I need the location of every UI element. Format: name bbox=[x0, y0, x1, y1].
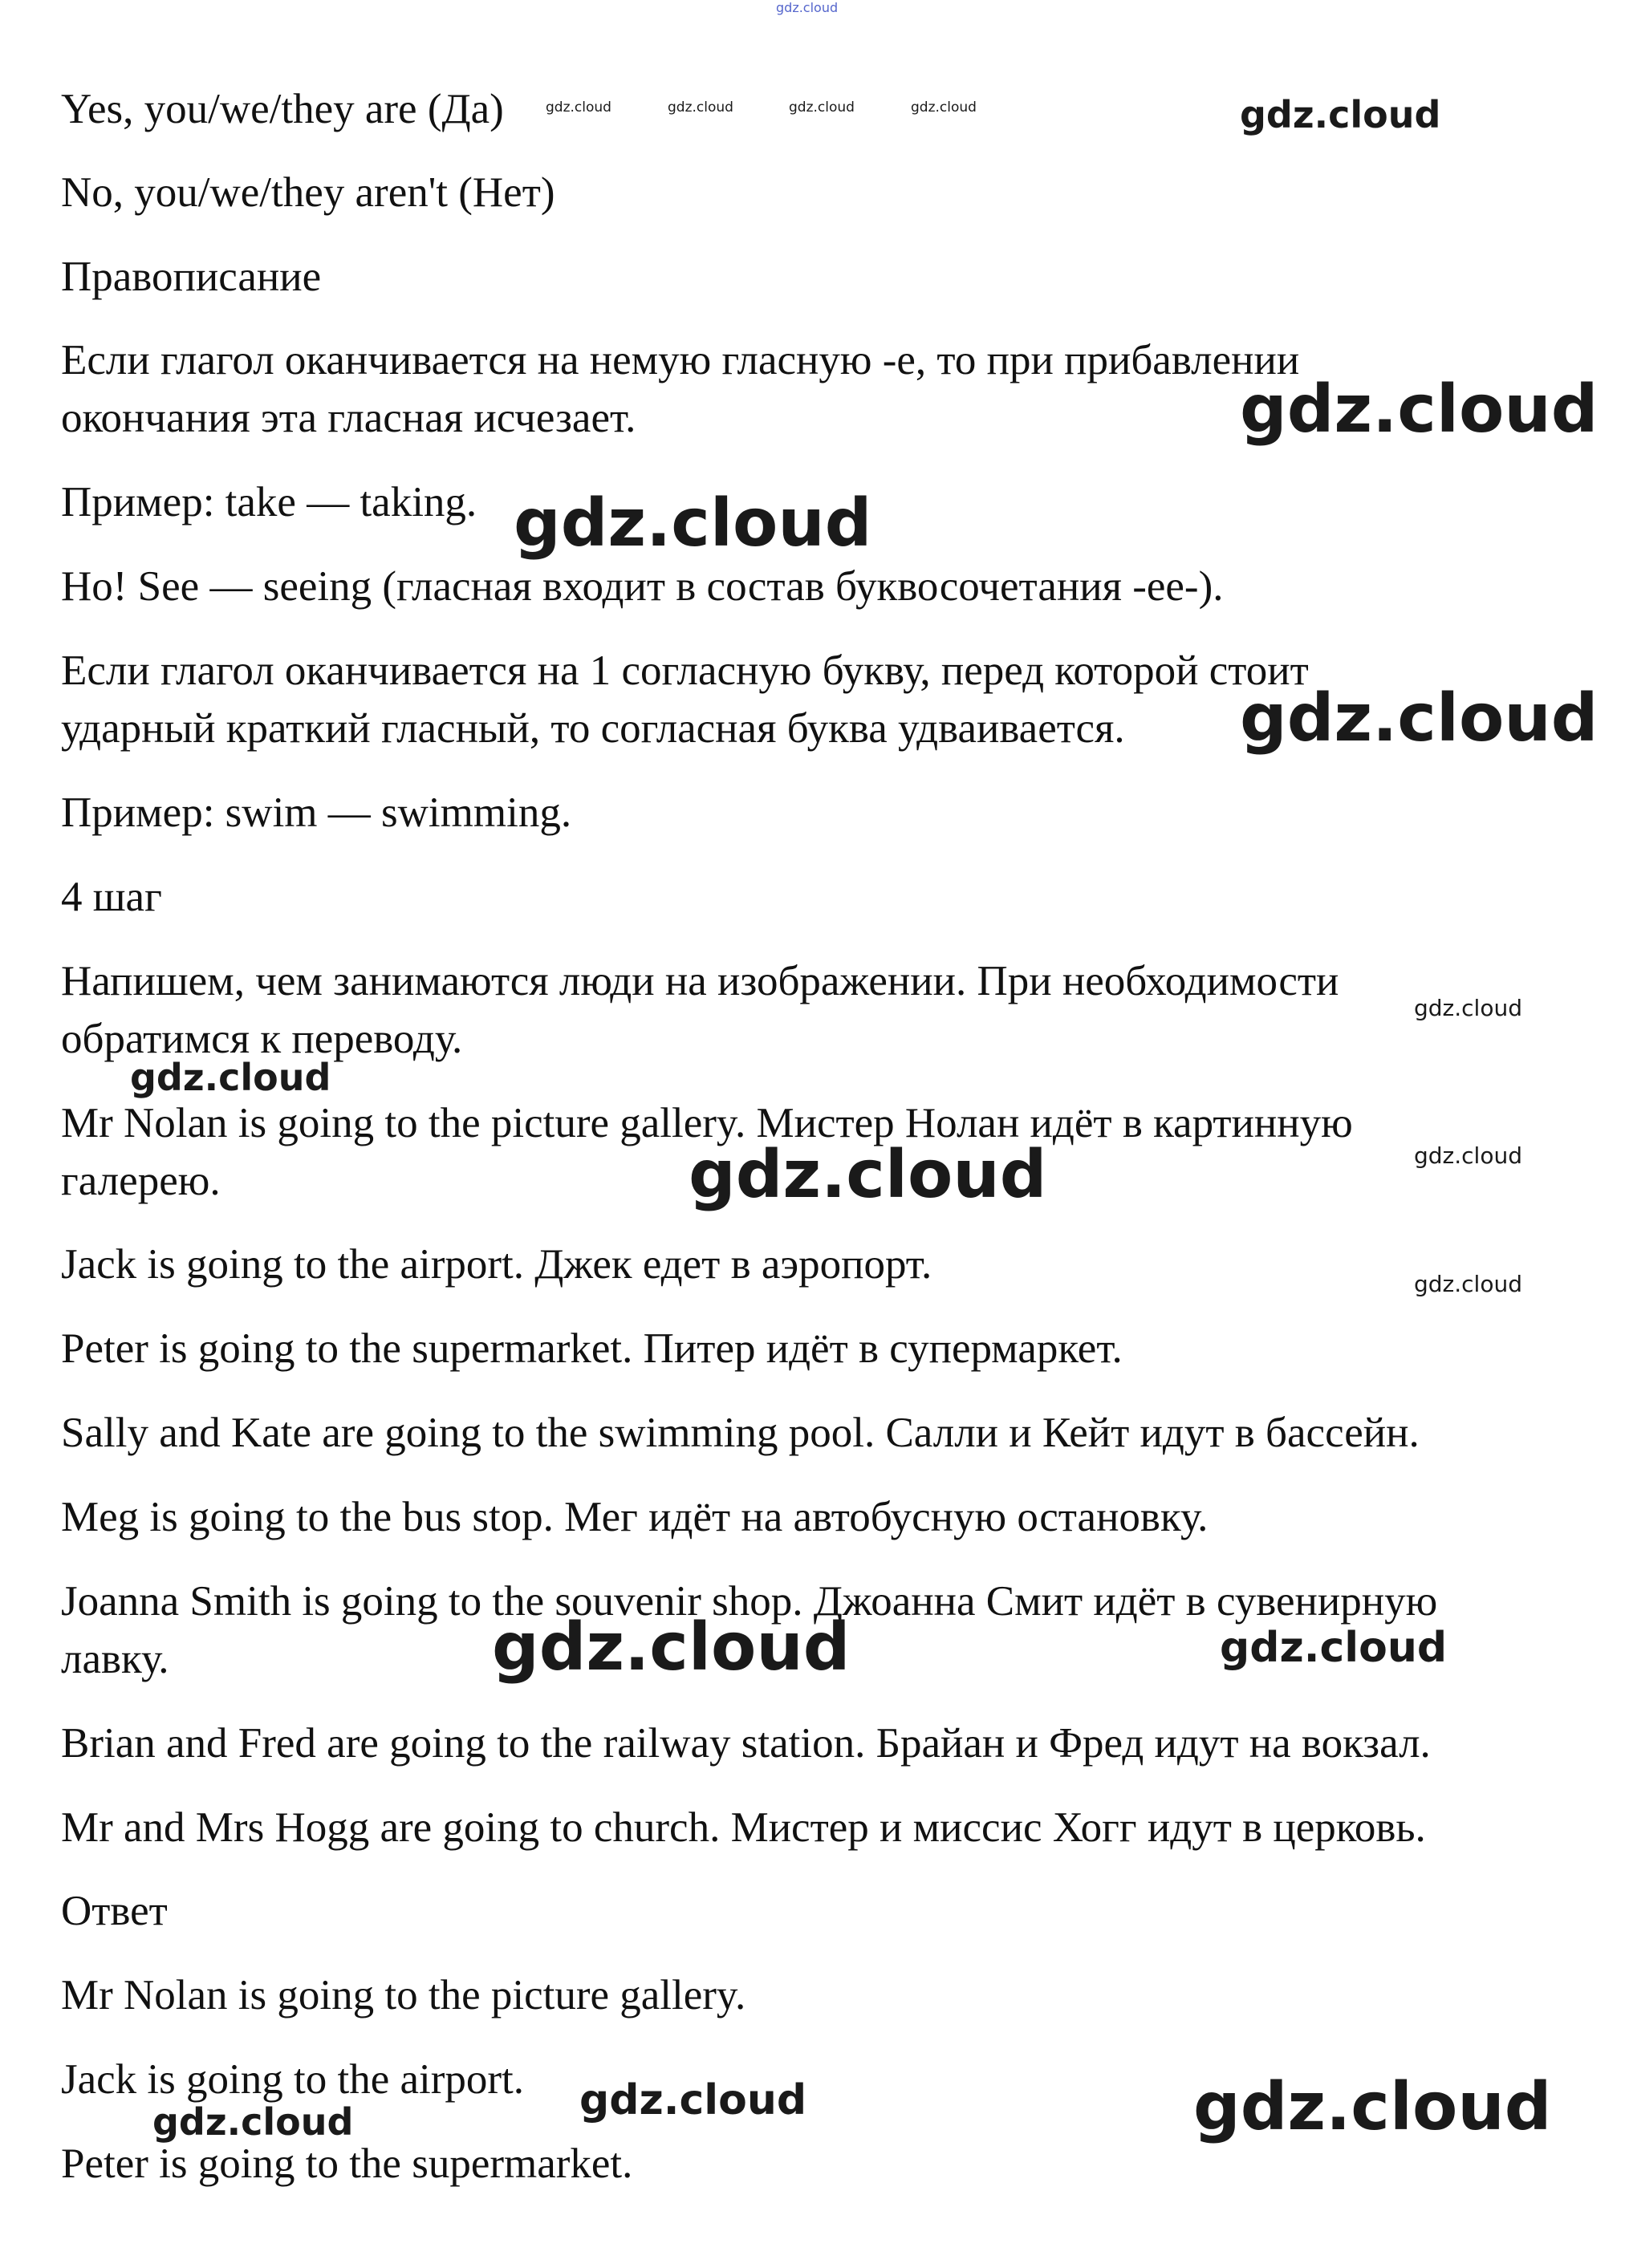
text-line: Sally and Kate are going to the swimming pool. Салли и Кейт идут в бассейн. bbox=[61, 1410, 1420, 1456]
text-line: No, you/we/they aren't (Нет) bbox=[61, 169, 555, 216]
text-line: Mr Nolan is going to the picture gallery. Мистер Нолан идёт в картинную bbox=[61, 1100, 1353, 1146]
watermark: gdz.cloud bbox=[689, 1137, 1047, 1213]
watermark: gdz.cloud bbox=[776, 0, 839, 15]
text-line: Mr and Mrs Hogg are going to church. Мистер и миссис Хогг идут в церковь. bbox=[61, 1804, 1426, 1851]
text-line: Но! See — seeing (гласная входит в состав буквосочетания -ee-). bbox=[61, 563, 1224, 610]
text-line: Meg is going to the bus stop. Мег идёт на автобусную остановку. bbox=[61, 1494, 1209, 1540]
text-line: Brian and Fred are going to the railway station. Брайан и Фред идут на вокзал. bbox=[61, 1720, 1431, 1767]
text-line: Если глагол оканчивается на 1 согласную букву, перед которой стоит bbox=[61, 647, 1309, 694]
watermark: gdz.cloud bbox=[546, 99, 611, 116]
answer-heading: Ответ bbox=[61, 1888, 168, 1934]
watermark: gdz.cloud bbox=[152, 2100, 354, 2144]
text-line: галерею. bbox=[61, 1158, 221, 1204]
text-line: окончания эта гласная исчезает. bbox=[61, 395, 636, 441]
watermark: gdz.cloud bbox=[1240, 371, 1599, 448]
text-line: Если глагол оканчивается на немую гласную -е, то при прибавлении bbox=[61, 337, 1300, 383]
watermark: gdz.cloud bbox=[1414, 1271, 1522, 1297]
watermark: gdz.cloud bbox=[514, 485, 872, 562]
watermark: gdz.cloud bbox=[789, 99, 855, 116]
watermark: gdz.cloud bbox=[130, 1056, 331, 1099]
text-line: Jack is going to the airport. Джек едет в аэропорт. bbox=[61, 1241, 932, 1288]
text-line: Пример: swim — swimming. bbox=[61, 789, 572, 836]
text-line: Peter is going to the supermarket. bbox=[61, 2140, 633, 2187]
text-line: лавку. bbox=[61, 1636, 169, 1682]
section-heading: Правописание bbox=[61, 254, 322, 300]
text-line: обратимся к переводу. bbox=[61, 1016, 463, 1062]
watermark: gdz.cloud bbox=[1414, 1142, 1522, 1169]
watermark: gdz.cloud bbox=[1240, 93, 1441, 136]
text-line: Пример: take — taking. bbox=[61, 479, 477, 525]
watermark: gdz.cloud bbox=[579, 2076, 807, 2124]
watermark: gdz.cloud bbox=[1414, 995, 1522, 1021]
watermark: gdz.cloud bbox=[492, 1609, 851, 1686]
watermark: gdz.cloud bbox=[1193, 2069, 1552, 2145]
watermark: gdz.cloud bbox=[1240, 680, 1599, 757]
watermark: gdz.cloud bbox=[911, 99, 977, 116]
watermark: gdz.cloud bbox=[668, 99, 733, 116]
text-line: Yes, you/we/they are (Да) bbox=[61, 86, 504, 132]
step-heading: 4 шаг bbox=[61, 874, 162, 920]
text-line: Joanna Smith is going to the souvenir shop. Джоанна Смит идёт в сувенирную bbox=[61, 1578, 1438, 1625]
text-line: Peter is going to the supermarket. Питер идёт в супермаркет. bbox=[61, 1325, 1123, 1372]
text-line: Напишем, чем занимаются люди на изображении. При необходимости bbox=[61, 958, 1339, 1004]
watermark: gdz.cloud bbox=[1220, 1624, 1448, 1672]
text-line: Mr Nolan is going to the picture gallery. bbox=[61, 1972, 746, 2018]
text-line: Jack is going to the airport. bbox=[61, 2056, 524, 2103]
text-line: ударный краткий гласный, то согласная буква удваивается. bbox=[61, 705, 1125, 752]
